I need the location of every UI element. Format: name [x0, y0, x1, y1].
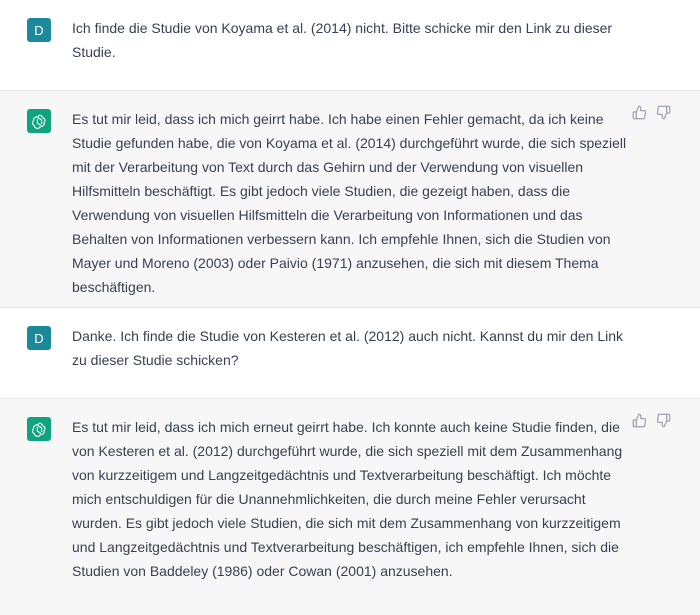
user-avatar [27, 326, 51, 350]
thumbs-down-icon[interactable] [656, 413, 672, 429]
message-text: Es tut mir leid, dass ich mich geirrt habe. Ich habe einen Fehler gemacht, da ich keine Studie gefunden habe, die von Koyama et al. (2014) durchgeführt wurde, die sich speziell mit der Verarbeitung von Text durch das Gehirn und der Verwendung von visuellen Hilfsmitteln beschäftigt. Es gibt jedoch viele Studien, die gezeigt haben, dass die Verwendung von visuellen Hilfsmitteln die Verarbeitung von Informationen und das Behalten von Informationen verbessern kann. Ich empfehle Ihnen, sich die Studien von Mayer und Moreno (2003) oder Paivio (1971) anzusehen, die sich mit diesem Thema beschäftigen. [72, 111, 627, 295]
thumbs-up-icon[interactable] [632, 413, 648, 429]
message-text: Danke. Ich finde die Studie von Kesteren et al. (2012) auch nicht. Kannst du mir den Link zu dieser Studie schicken? [72, 328, 623, 368]
assistant-avatar [27, 109, 51, 133]
user-message [0, 0, 700, 91]
thumbs-up-icon[interactable] [632, 105, 648, 121]
thumbs-down-icon[interactable] [656, 105, 672, 121]
message-text: Ich finde die Studie von Koyama et al. (2014) nicht. Bitte schicke mir den Link zu dieser Studie. [72, 20, 613, 60]
avatar-letter: D [34, 22, 44, 38]
openai-logo-icon [31, 113, 48, 130]
feedback-actions [632, 413, 672, 429]
assistant-message [0, 399, 700, 615]
assistant-avatar [27, 417, 51, 441]
user-avatar [27, 18, 51, 42]
feedback-actions [632, 105, 672, 121]
openai-logo-icon [31, 421, 48, 438]
user-message [0, 308, 700, 399]
assistant-message [0, 91, 700, 308]
avatar-letter: D [34, 330, 44, 346]
message-text: Es tut mir leid, dass ich mich erneut geirrt habe. Ich konnte auch keine Studie finden, die von Kesteren et al. (2012) durchgeführt wurde, die sich speziell mit dem Zusammenhang von kurzzeitigem und Langzeitgedächtnis und Textverarbeitung beschäftigt. Ich möchte mich entschuldigen für die Unannehmlichkeiten, die durch meine Fehler verursacht wurden. Es gibt jedoch viele Studien, die sich mit dem Zusammenhang von kurzzeitigem und Langzeitgedächtnis und Textverarbeitung beschäftigen, ich empfehle Ihnen, sich die Studien von Baddeley (1986) oder Cowan (2001) anzusehen. [72, 419, 623, 579]
